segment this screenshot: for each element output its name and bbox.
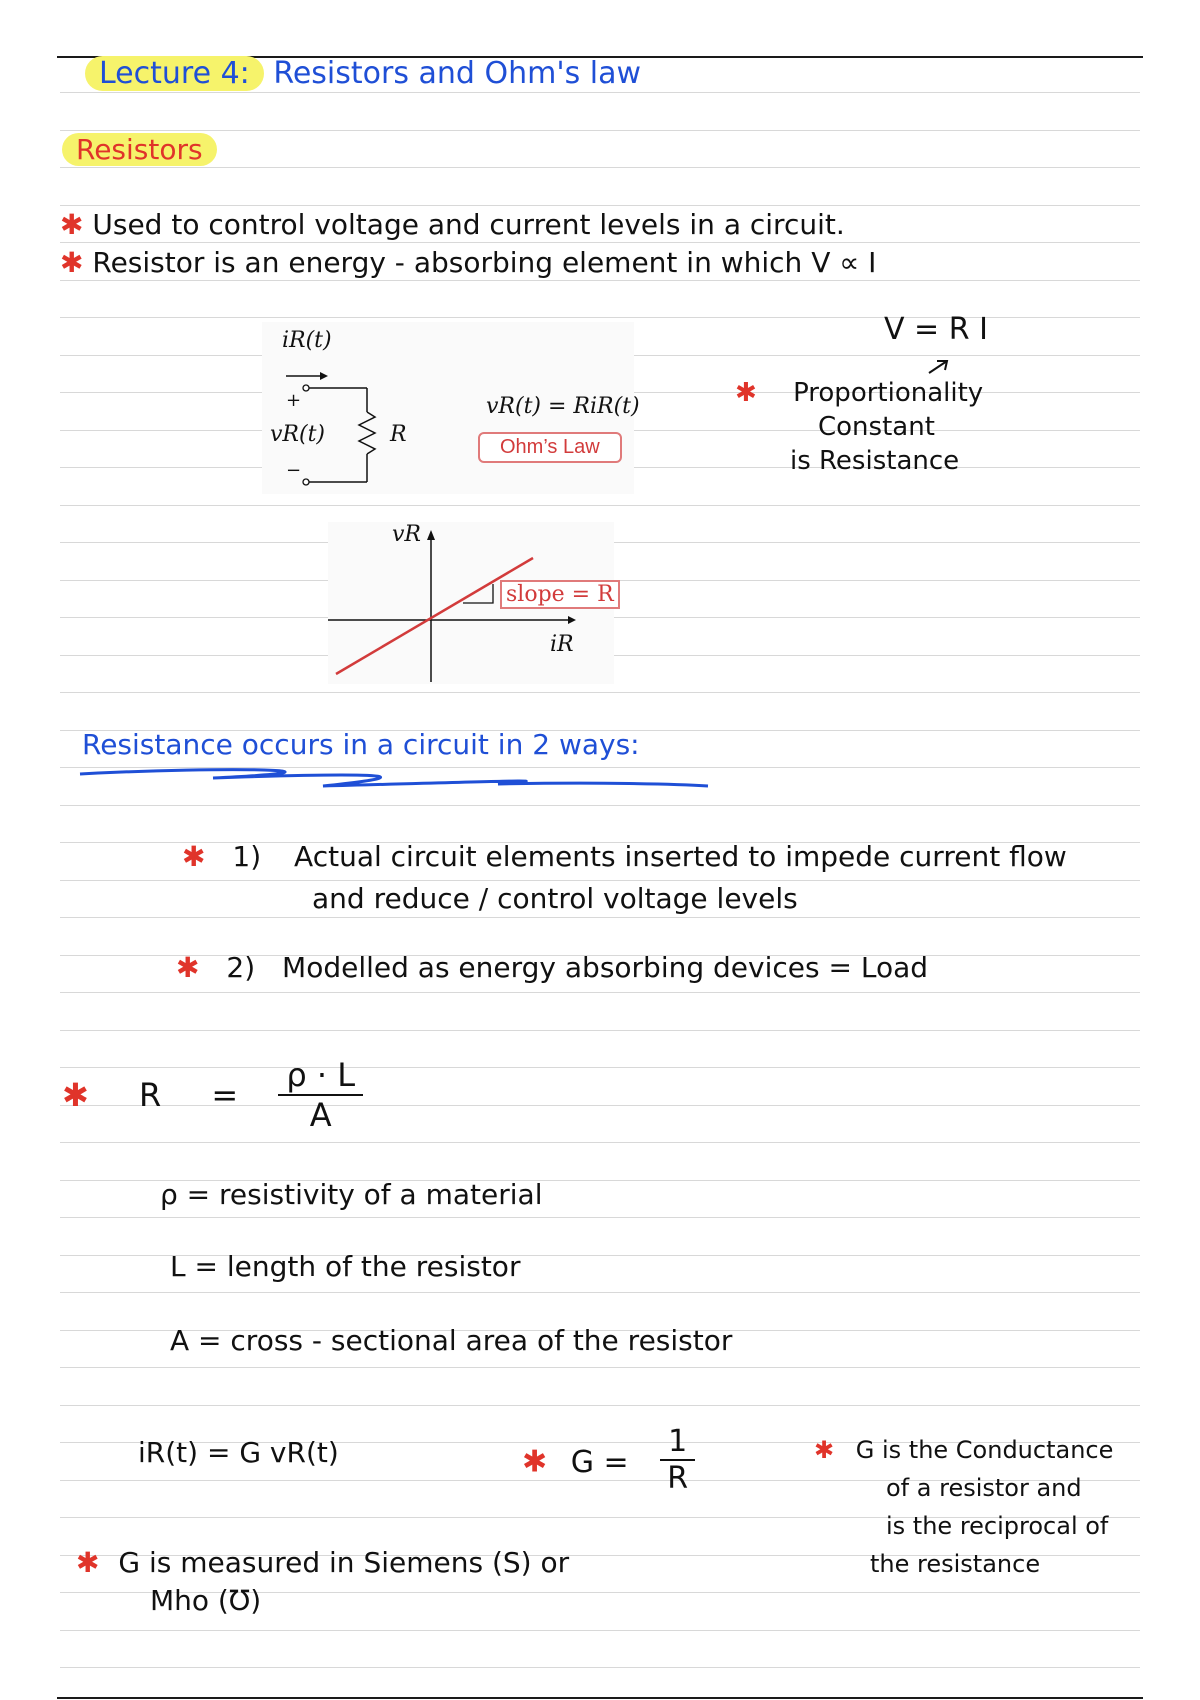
star-icon: ✱ <box>62 1076 89 1114</box>
ruled-line <box>60 1405 1140 1406</box>
g-formula-fraction <box>660 1424 695 1496</box>
units-note-line-2: Mho (℧) <box>150 1584 262 1617</box>
ruled-line <box>60 1367 1140 1368</box>
ruled-line <box>60 692 1140 693</box>
arrow-icon <box>925 357 955 377</box>
formula-r-equals: = <box>211 1076 239 1114</box>
proportionality-line-1: Proportionality <box>793 378 984 408</box>
ruled-line <box>60 1142 1140 1143</box>
formula-r <box>62 1056 363 1134</box>
way-2-number: 2) <box>226 951 256 984</box>
bullet-1 <box>60 208 845 241</box>
star-icon: ✱ <box>60 246 84 279</box>
current-label: iR(t) <box>282 328 332 353</box>
underline-scribble <box>78 764 714 794</box>
star-icon: ✱ <box>176 951 200 984</box>
ruled-line <box>60 880 1140 881</box>
way-2 <box>176 951 928 984</box>
way-2-line-1: Modelled as energy absorbing devices = Load <box>282 951 929 984</box>
g-note <box>814 1436 1113 1464</box>
g-note-line-1: G is the Conductance <box>855 1436 1114 1464</box>
star-icon: ✱ <box>76 1546 100 1579</box>
ruled-line <box>60 167 1140 168</box>
ohm-caption: Ohm’s Law <box>478 432 622 463</box>
ruled-line <box>60 1630 1140 1631</box>
slope-label: slope = R <box>500 580 620 609</box>
equation-v-ri: V = R I <box>884 312 988 347</box>
plus-sign: + <box>286 390 302 411</box>
ruled-line <box>60 130 1140 131</box>
ruled-line <box>60 205 1140 206</box>
ruled-line <box>60 1217 1140 1218</box>
star-icon: ✱ <box>522 1444 548 1480</box>
ohm-equation: vR(t) = RiR(t) <box>486 394 640 419</box>
lecture-number: Lecture 4: <box>85 56 264 91</box>
lecture-title <box>85 56 641 91</box>
bottom-border <box>57 1697 1143 1699</box>
ruled-line <box>60 1292 1140 1293</box>
ruled-line <box>60 280 1140 281</box>
ruled-line <box>60 992 1140 993</box>
ruled-line <box>60 1667 1140 1668</box>
ruled-line <box>60 242 1140 243</box>
formula-r-fraction <box>278 1056 363 1134</box>
ruled-line <box>60 92 1140 93</box>
proportionality-line-2: Constant <box>818 412 935 442</box>
ruled-line <box>60 505 1140 506</box>
conductance-equation: iR(t) = G vR(t) <box>138 1436 339 1469</box>
g-formula <box>522 1424 695 1496</box>
formula-r-numerator: ρ · L <box>278 1056 363 1096</box>
graph-figure <box>328 522 614 684</box>
star-icon: ✱ <box>735 378 757 408</box>
g-formula-lhs: G = <box>570 1444 629 1480</box>
y-axis-label: vR <box>392 522 421 547</box>
definition-length: L = length of the resistor <box>170 1250 521 1283</box>
resistor-label: R <box>390 422 407 447</box>
voltage-label: vR(t) <box>270 422 325 447</box>
bullet-1-text: Used to control voltage and current levels in a circuit. <box>92 208 845 241</box>
definition-rho: ρ = resistivity of a material <box>160 1178 543 1211</box>
way-1-line-2: and reduce / control voltage levels <box>312 882 798 915</box>
minus-sign: − <box>286 460 302 481</box>
units-note-line-1: G is measured in Siemens (S) or <box>118 1546 570 1579</box>
circuit-figure <box>262 322 640 494</box>
bullet-2 <box>60 246 876 279</box>
way-1-line-1: Actual circuit elements inserted to impede current flow <box>294 840 1067 873</box>
way-1-number: 1) <box>232 840 262 873</box>
formula-r-denominator: A <box>309 1096 332 1134</box>
g-formula-denominator: R <box>667 1461 689 1496</box>
formula-r-lhs: R <box>138 1076 162 1114</box>
g-note-line-3: is the reciprocal of <box>886 1512 1109 1540</box>
way-1 <box>182 840 1067 873</box>
proportionality-note <box>735 378 983 408</box>
star-icon: ✱ <box>814 1436 835 1464</box>
units-note <box>76 1546 569 1579</box>
g-note-line-2: of a resistor and <box>886 1474 1082 1502</box>
section-heading <box>62 133 217 166</box>
g-note-line-4: the resistance <box>870 1550 1041 1578</box>
star-icon: ✱ <box>60 208 84 241</box>
lecture-topic: Resistors and Ohm's law <box>273 56 641 91</box>
star-icon: ✱ <box>182 840 206 873</box>
proportionality-line-3: is Resistance <box>790 446 960 476</box>
ruled-line <box>60 1030 1140 1031</box>
resistance-heading: Resistance occurs in a circuit in 2 ways: <box>82 728 640 761</box>
g-formula-numerator: 1 <box>660 1424 695 1461</box>
ruled-line <box>60 805 1140 806</box>
x-axis-label: iR <box>550 632 574 657</box>
definition-area: A = cross - sectional area of the resistor <box>170 1324 733 1357</box>
ruled-line <box>60 917 1140 918</box>
section-heading-text: Resistors <box>62 133 217 166</box>
bullet-2-text: Resistor is an energy - absorbing element in which V ∝ I <box>92 246 877 279</box>
